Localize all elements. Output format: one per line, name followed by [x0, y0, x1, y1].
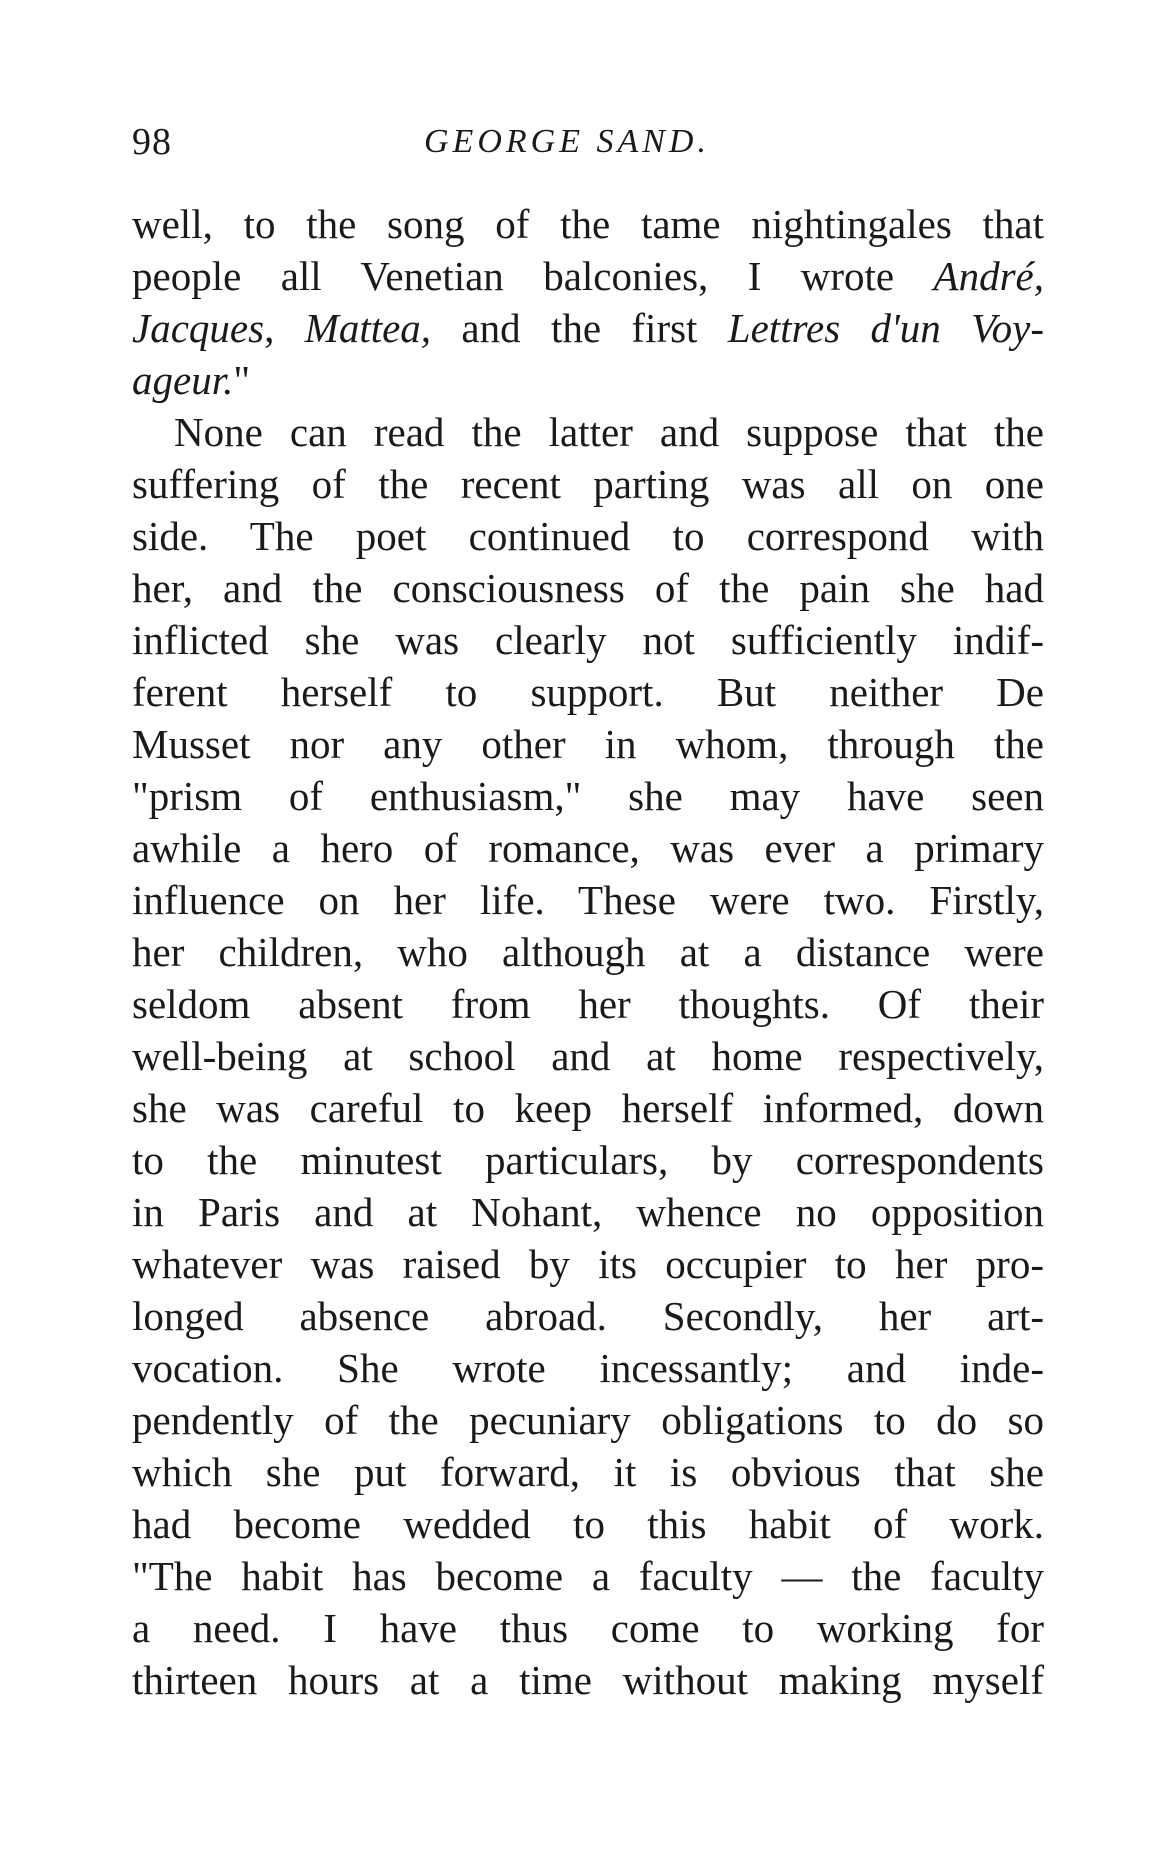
running-head [132, 112, 1044, 172]
text-line: her children, who although at a distance were [132, 929, 1044, 975]
text-line: well-being at school and at home respectively, [132, 1033, 1044, 1079]
italic-title-mattea: Mattea, [304, 305, 432, 351]
text-line: a need. I have thus come to working for [132, 1605, 1044, 1651]
italic-title-andre: André, [933, 253, 1044, 299]
text-line: pendently of the pecuniary obligations to do so [132, 1397, 1044, 1443]
text-span: " [233, 357, 251, 403]
text-line: well, to the song of the tame nightingales that [132, 201, 1044, 247]
text-line: Musset nor any other in whom, through the [132, 721, 1044, 767]
text-line: longed absence abroad. Secondly, her art- [132, 1293, 1044, 1339]
text-line: influence on her life. These were two. Firstly, [132, 877, 1044, 923]
text-line: suffering of the recent parting was all on one [132, 461, 1044, 507]
text-line: "prism of enthusiasm," she may have seen [132, 773, 1044, 819]
text-line: inflicted she was clearly not sufficiently indif- [132, 617, 1044, 663]
text-line: which she put forward, it is obvious that she [132, 1449, 1044, 1495]
running-title: GEORGE SAND. [424, 123, 710, 160]
text-line [132, 302, 1044, 354]
text-line [132, 250, 1044, 302]
paragraph-first-line: None can read the latter and suppose that the [174, 409, 1044, 455]
body-text [132, 198, 1044, 1706]
italic-title-lettres: Lettres d'un Voy- [727, 305, 1044, 351]
text-line: awhile a hero of romance, was ever a primary [132, 825, 1044, 871]
text-span: people all Venetian balconies, I wrote [132, 253, 934, 299]
text-line [132, 354, 1044, 406]
text-line: "The habit has become a faculty — the faculty [132, 1553, 1044, 1599]
text-line: ferent herself to support. But neither De [132, 669, 1044, 715]
text-line: seldom absent from her thoughts. Of their [132, 981, 1044, 1027]
text-line: vocation. She wrote incessantly; and inde- [132, 1345, 1044, 1391]
text-line: had become wedded to this habit of work. [132, 1501, 1044, 1547]
text-line: her, and the consciousness of the pain she had [132, 565, 1044, 611]
text-line: to the minutest particulars, by correspondents [132, 1137, 1044, 1183]
italic-title-jacques: Jacques [132, 305, 265, 351]
text-span: , [264, 305, 305, 351]
italic-title-voyageur: ageur. [132, 357, 234, 403]
text-line: side. The poet continued to correspond with [132, 513, 1044, 559]
page-number: 98 [132, 121, 172, 163]
text-line: thirteen hours at a time without making myself [132, 1657, 1044, 1703]
text-span: and the first [431, 305, 728, 351]
text-line: in Paris and at Nohant, whence no opposition [132, 1189, 1044, 1235]
text-line: she was careful to keep herself informed, down [132, 1085, 1044, 1131]
text-line: whatever was raised by its occupier to her pro- [132, 1241, 1044, 1287]
